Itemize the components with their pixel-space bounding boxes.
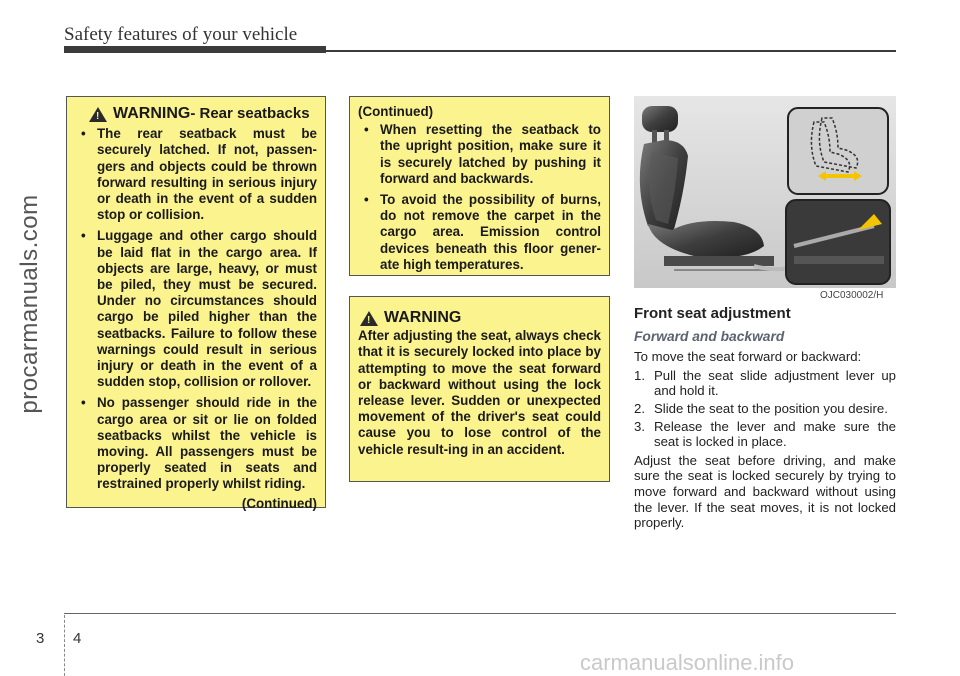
- footer-separator: [64, 615, 65, 676]
- list-item: • When resetting the seatback to the upright position, make sure it is securely latched by pushing it forward and backwards.: [358, 122, 601, 187]
- continued-label: (Continued): [241, 495, 317, 511]
- header-rule-thin: [326, 50, 896, 52]
- list-item: • To avoid the possibility of burns, do not remove the carpet in the cargo area. Emission control devices beneath this floor gener-ate high temperatures.: [358, 192, 601, 273]
- page-header-title: Safety features of your vehicle: [64, 24, 298, 45]
- warning-triangle-icon: [89, 107, 107, 122]
- section-intro: To move the seat forward or backward:: [634, 349, 862, 365]
- list-item: 3. Release the lever and make sure the seat is locked in place.: [634, 418, 896, 450]
- continued-heading: (Continued): [358, 104, 434, 119]
- list-item: • Luggage and other cargo should be laid flat in the cargo area. If objects are large, heavy, or must be piled, they must be secured. Under no circumstances should cargo be piled higher than the seatbacks. Failure to follow these warnings could result in serious injury or death in the event of a sudden stop, collision or rollover.: [75, 228, 317, 390]
- warning-heading: [89, 106, 317, 122]
- header-rule-thick: [64, 46, 326, 53]
- warning-subtitle: - Rear seatbacks: [190, 105, 310, 122]
- warning-list: [75, 126, 317, 492]
- list-item: • The rear seatback must be securely latched. If not, passen-gers and objects could be thrown forward resulting in serious injury or death in the event of a sudden stop or collision.: [75, 126, 317, 223]
- warning-box-rear-seatbacks: [66, 96, 326, 511]
- chapter-number: 3: [36, 630, 45, 647]
- footer-rule: [64, 613, 896, 614]
- warning-text: After adjusting the seat, always check that it is securely locked into place by attempting to move the seat forward or backward without using the lock release lever. Sudden or unexpected movement of the driver's seat could cause you to lose control of the vehicle result-ing in an accident.: [358, 328, 601, 457]
- page-number: 4: [73, 630, 82, 647]
- continued-warning-box: [349, 96, 610, 276]
- side-watermark: procarmanuals.com: [16, 194, 43, 414]
- seat-illustration: [634, 96, 896, 288]
- continued-list: [358, 122, 601, 273]
- figure-code: OJC030002/H: [820, 290, 884, 301]
- section-note: Adjust the seat before driving, and make sure the seat is locked securely by trying to move forward and backward without using the lever. If the seat moves, it is not locked properly.: [634, 452, 896, 531]
- section-title: Front seat adjustment: [634, 305, 791, 322]
- list-item: 2. Slide the seat to the position you desire.: [634, 400, 888, 416]
- footer-watermark: carmanualsonline.info: [580, 650, 795, 675]
- warning-title: WARNING: [384, 309, 462, 326]
- section-subtitle: Forward and backward: [634, 328, 785, 344]
- warning-heading: [360, 310, 601, 326]
- section-front-seat-adjustment: [634, 306, 896, 531]
- warning-title: WARNING: [113, 105, 191, 122]
- steps-list: [634, 368, 896, 450]
- list-item: • No passenger should ride in the cargo area or sit or lie on folded seatbacks whilst the vehicle is moving. All passengers must be properly seated in seats and restrained properly whilst riding.: [75, 395, 317, 492]
- seat-figure: [634, 96, 896, 288]
- warning-box-seat-lock: [349, 296, 610, 482]
- warning-triangle-icon: [360, 311, 378, 326]
- list-item: 1. Pull the seat slide adjustment lever up and hold it.: [634, 367, 896, 399]
